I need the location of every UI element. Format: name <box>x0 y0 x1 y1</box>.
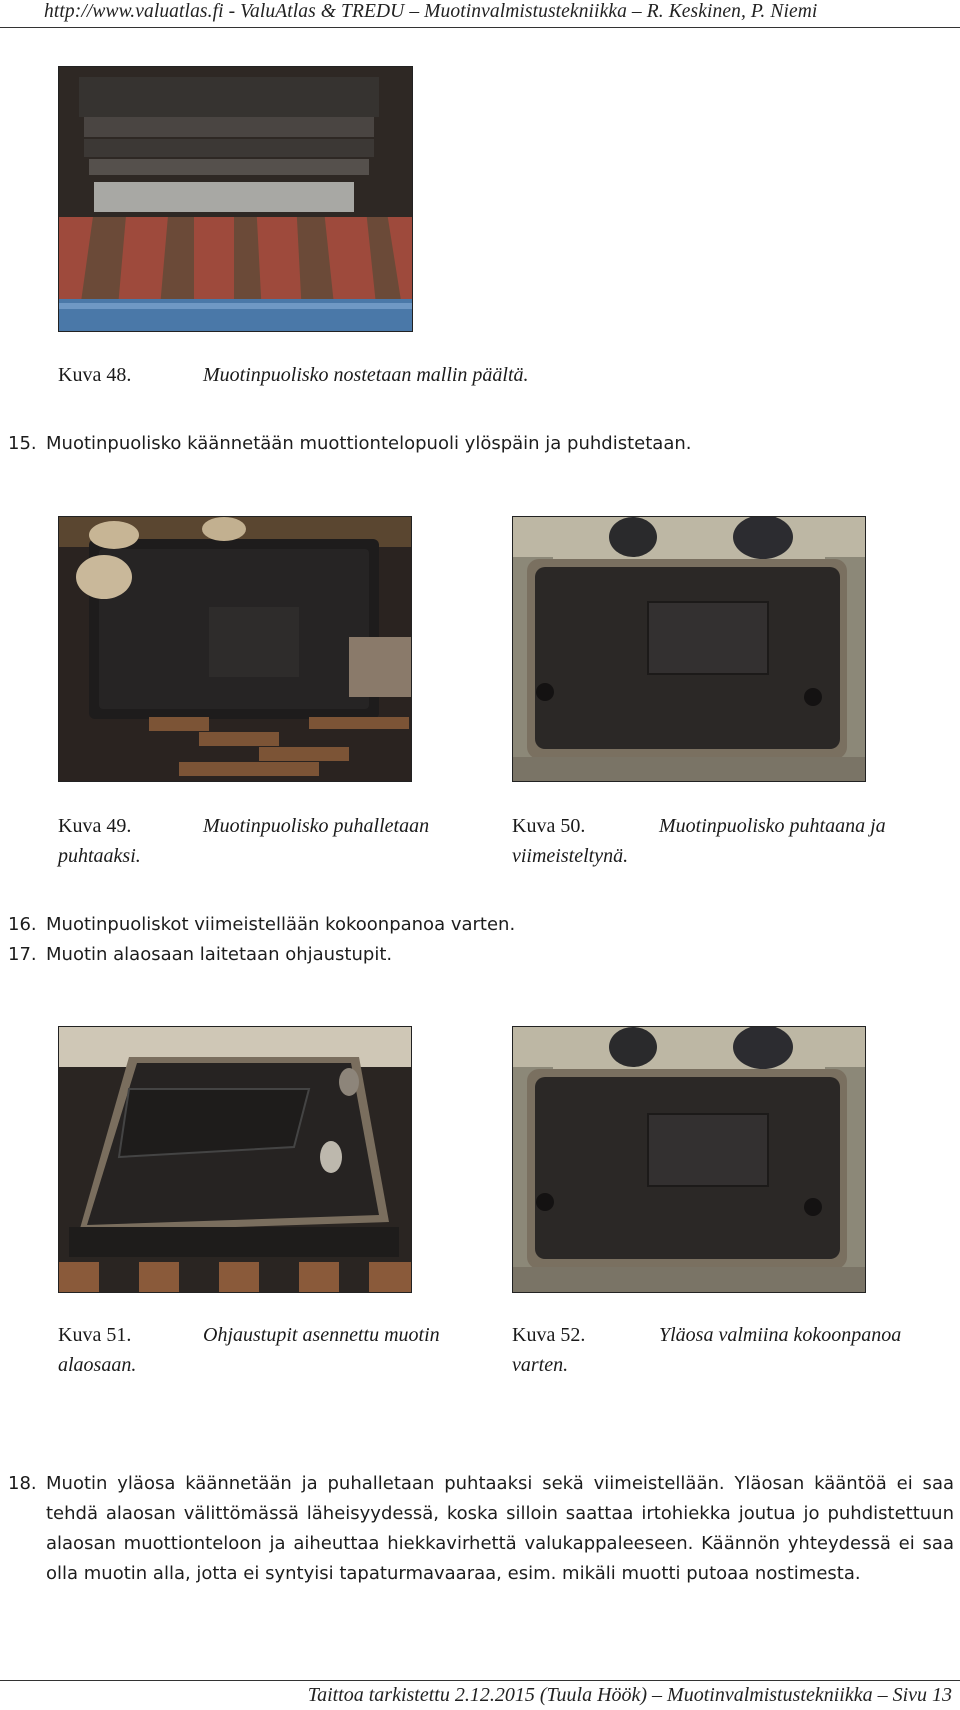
caption-kuva-48 <box>58 360 758 390</box>
figure-number: Kuva 48. <box>58 364 132 386</box>
figure-caption-continued: varten. <box>512 1354 569 1376</box>
page-header <box>0 0 960 30</box>
caption-kuva-50 <box>512 811 952 871</box>
figure-caption-continued: alaosaan. <box>58 1354 137 1376</box>
page-footer: Taittoa tarkistettu 2.12.2015 (Tuula Höök) – Muotinvalmistustekniikka – Sivu 13 <box>307 1684 952 1706</box>
figure-number: Kuva 49. <box>58 815 132 837</box>
header-text: http://www.valuatlas.fi - ValuAtlas & TREDU – Muotinvalmistustekniikka – R. Keskinen, P. Niemi <box>44 1 818 22</box>
figure-caption: Yläosa valmiina kokoonpanoa <box>659 1324 902 1346</box>
figure-number: Kuva 51. <box>58 1324 132 1346</box>
photo-kuva-49 <box>58 516 412 782</box>
photo-kuva-50 <box>512 516 866 782</box>
step-number: 17. <box>8 944 37 965</box>
figure-caption-continued: viimeisteltynä. <box>512 845 629 867</box>
figure-number: Kuva 52. <box>512 1324 586 1346</box>
figure-caption-continued: puhtaaksi. <box>58 845 141 867</box>
step-text: Muotinpuolisko käännetään muottiontelopuoli ylöspäin ja puhdistetaan. <box>46 433 692 454</box>
caption-kuva-51 <box>58 1320 478 1380</box>
photo-kuva-48 <box>58 66 413 332</box>
figure-number: Kuva 50. <box>512 815 586 837</box>
figure-caption: Muotinpuolisko nostetaan mallin päältä. <box>203 364 529 386</box>
figure-caption: Muotinpuolisko puhalletaan <box>203 815 430 837</box>
step-15 <box>8 433 948 463</box>
step-number: 15. <box>8 433 37 454</box>
step-text: Muotinpuoliskot viimeistellään kokoonpanoa varten. <box>46 914 516 935</box>
photo-kuva-52 <box>512 1026 866 1293</box>
step-16 <box>8 914 948 944</box>
footer-divider <box>0 1680 960 1681</box>
caption-kuva-52 <box>512 1320 952 1380</box>
step-text: Muotin alaosaan laitetaan ohjaustupit. <box>46 944 393 965</box>
header-divider <box>0 27 960 28</box>
step-number: 16. <box>8 914 37 935</box>
step-18-number: 18. <box>8 1473 37 1494</box>
figure-caption: Muotinpuolisko puhtaana ja <box>659 815 886 837</box>
step-18-text: Muotin yläosa käännetään ja puhalletaan puhtaaksi sekä viimeistellään. Yläosan kääntöä ei saa tehdä alaosan välittömässä läheisyydessä, koska silloin saattaa irtohiekka joutua jo puhdistettuun alaosan muottionteloon ja aiheuttaa hiekkavirhettä valukappaleeseen. Käännön yhteydessä ei saa olla muotin alla, jotta ei syntyisi tapaturmavaaraa, esim. mikäli muotti putoaa nostimesta. <box>46 1473 954 1584</box>
step-17 <box>8 944 948 974</box>
figure-caption: Ohjaustupit asennettu muotin <box>203 1324 440 1346</box>
caption-kuva-49 <box>58 811 478 871</box>
photo-kuva-51 <box>58 1026 412 1293</box>
